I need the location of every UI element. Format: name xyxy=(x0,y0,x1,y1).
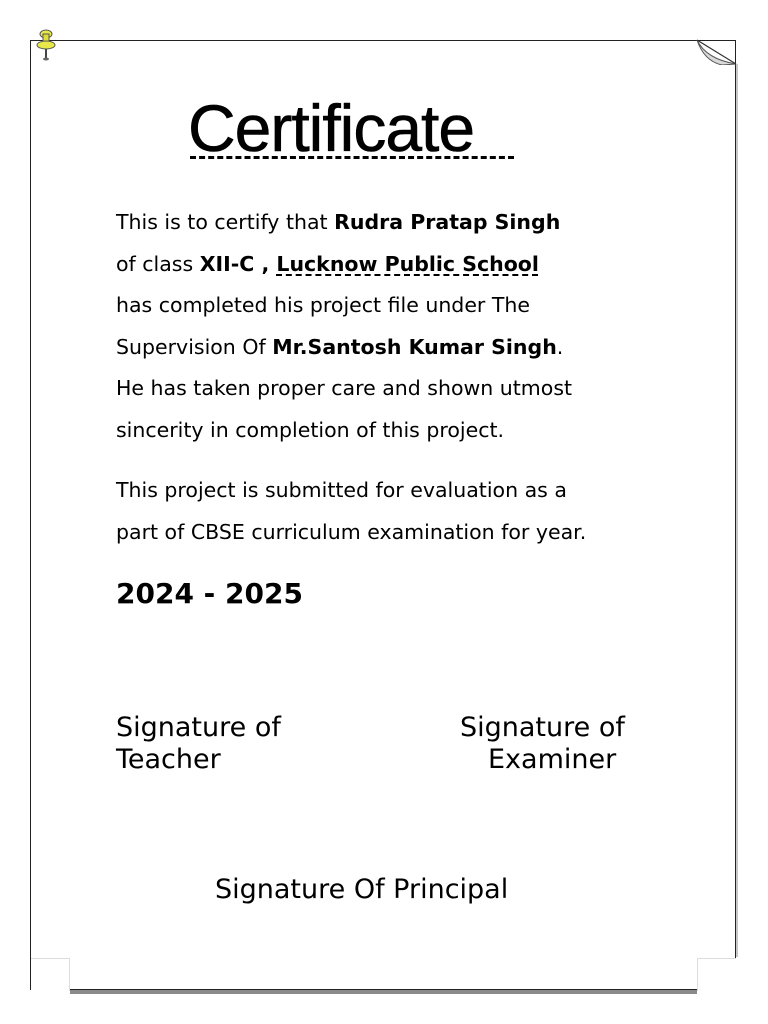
student-name: Rudra Pratap Singh xyxy=(334,210,561,234)
para2-line1: This project is submitted for evaluation as a xyxy=(116,478,567,502)
para2-line2: part of CBSE curriculum examination for year. xyxy=(116,519,587,544)
examiner-signature-line2: Examiner xyxy=(488,744,617,775)
certificate-title: Certificate xyxy=(188,91,475,165)
academic-year: 2024 - 2025 xyxy=(116,577,303,610)
pushpin-icon xyxy=(33,28,59,64)
page-curl-icon xyxy=(696,39,738,65)
class-name: XII-C xyxy=(199,251,255,276)
class-separator: , xyxy=(254,251,277,276)
page-shadow xyxy=(70,990,697,994)
para1-line6: sincerity in completion of this project. xyxy=(116,417,505,442)
examiner-signature xyxy=(460,712,625,776)
title-underline xyxy=(190,156,514,159)
para1-line5: He has taken proper care and shown utmost xyxy=(116,376,573,400)
certify-paragraph xyxy=(116,202,716,451)
para1-line3: has completed his project file under The xyxy=(116,293,531,317)
para1-line2 xyxy=(116,244,716,286)
page-corner-bottom-left xyxy=(31,958,70,991)
page-shadow-right xyxy=(736,64,738,957)
supervision-prefix: Supervision Of xyxy=(116,334,273,359)
school-name: Lucknow Public School xyxy=(276,251,539,276)
period: . xyxy=(556,334,564,359)
teacher-signature-line1: Signature of xyxy=(116,712,281,743)
page-corner-bottom-right xyxy=(697,958,736,991)
class-prefix: of class xyxy=(116,251,200,276)
teacher-signature-line2: Teacher xyxy=(116,744,221,775)
para1-line4 xyxy=(116,327,716,369)
para1-line1 xyxy=(116,202,716,244)
teacher-signature xyxy=(116,712,281,776)
principal-signature: Signature Of Principal xyxy=(215,874,509,905)
examiner-signature-line1: Signature of xyxy=(460,712,625,743)
certify-text: This is to certify that xyxy=(116,210,335,234)
submission-paragraph xyxy=(116,470,716,553)
supervisor-name: Mr.Santosh Kumar Singh xyxy=(272,334,557,359)
